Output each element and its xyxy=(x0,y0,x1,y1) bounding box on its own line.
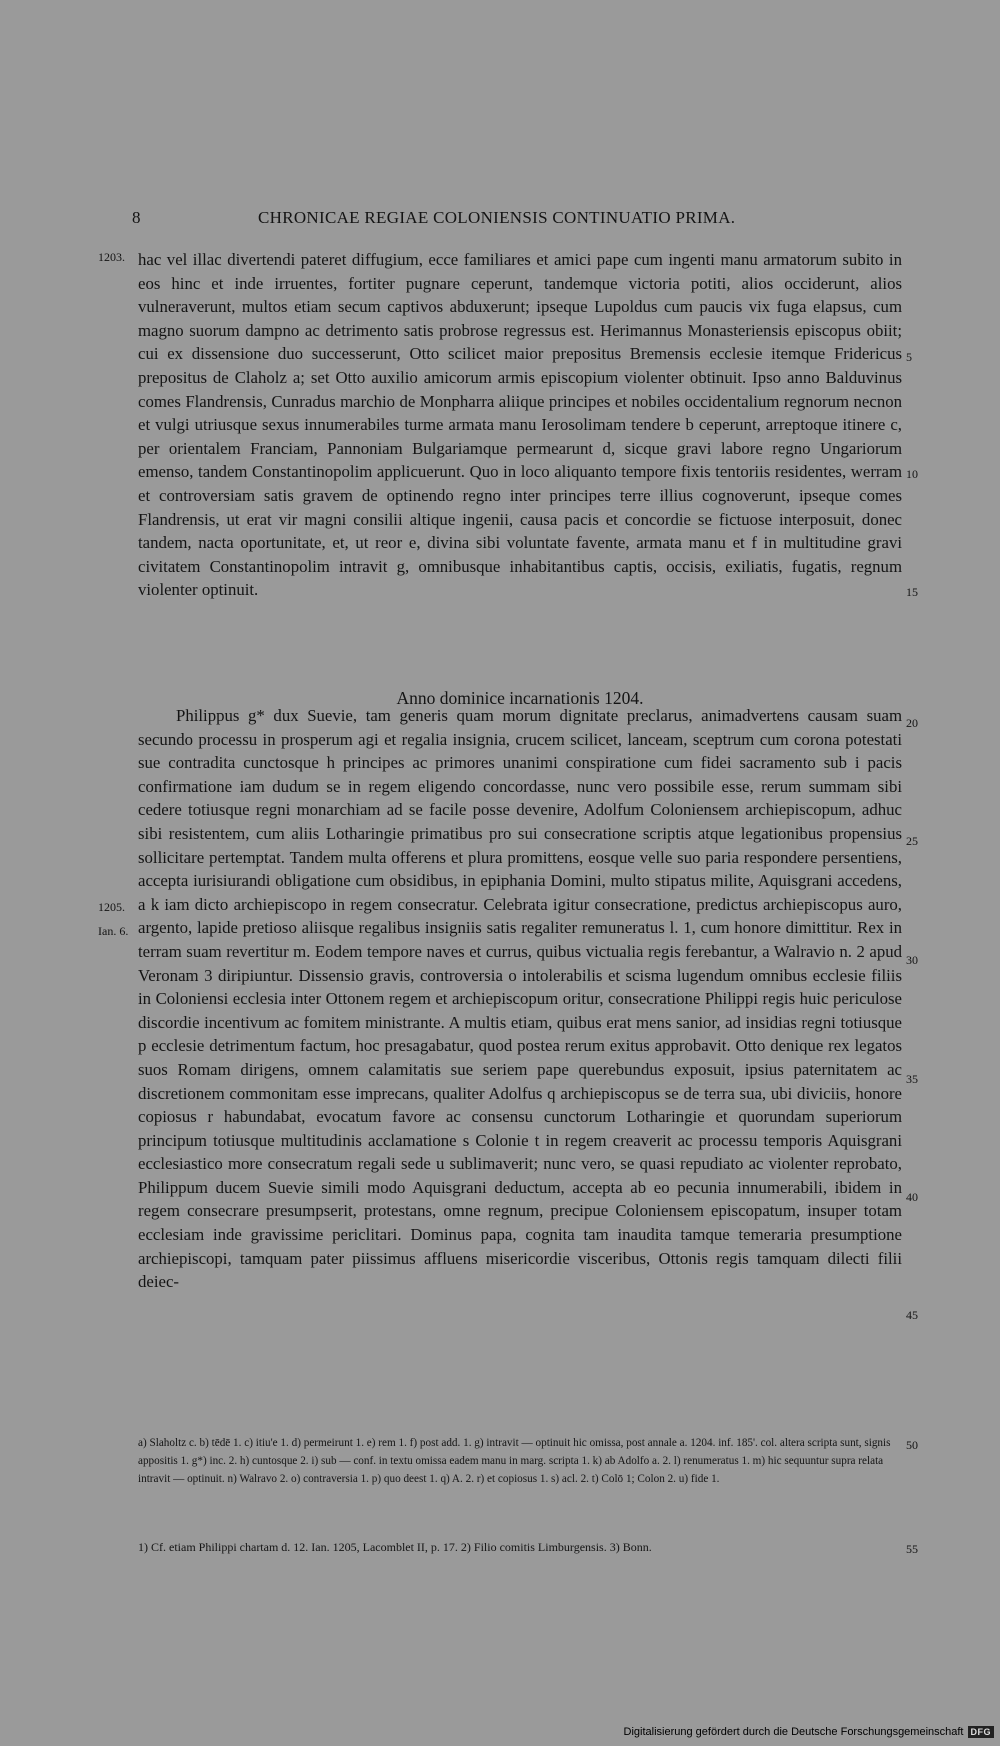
line-number: 10 xyxy=(906,467,918,481)
text-block-1204 xyxy=(138,704,902,1294)
funding-text: Digitalisierung gefördert durch die Deutsche Forschungsgemeinschaft xyxy=(623,1726,964,1738)
paragraph-1203: hac vel illac divertendi pateret diffugium, ecce familiares et amici pape cum ingenti manu armatorum subito in eos hinc et inde irruentes, fortiter pugnare ceperunt, tandemque victoria potiti, alios occiderunt, alios vulneraverunt, multos etiam secum captivos abduxerunt; ipseque Lupoldus cum paucis vix fuga elapsus, cum magno suorum dampno ac detrimento satis probrose regressus est. Herimannus Monasteriensis episcopus obiit; cui ex dissensione duo successerunt, Otto scilicet maior prepositus Bremensis ecclesie itemque Fridericus prepositus de Claholz a; set Otto auxilio amicorum armis episcopium violenter obtinuit. Ipso anno Balduvinus comes Flandrensis, Cunradus marchio de Monpharra aliique principes et nobiles occidentalium regnorum necnon et vulgi utriusque sexus innumerabiles turme armata manu Ierosolimam tendere b ceperunt, arreptoque itinere c, per orientalem Franciam, Pannoniam Bulgariamque permearunt d, sicque gravi labore regno Ungariorum emenso, tandem Constantinopolim applicuerunt. Quo in loco aliquanto tempore fixis tentoriis residentes, werram et controversiam satis gravem de optinendo regno inter principes terre illius cognoverunt, ipseque comes Flandrensis, ut erat vir magni consilii altique ingenii, causa pacis et concordie se fictuose interposuit, donec tandem, nacta oportunitate, et, ut reor e, divina sibi voluntate favente, armata manu et f in multitudine gravi civitatem Constantinopolim intravit g, omnibusque inhabitantibus captis, occisis, exiliatis, fugatis, regnum violenter optinuit. xyxy=(138,250,902,600)
paragraph-1204: Philippus g* dux Suevie, tam generis quam morum dignitate preclarus, animadvertens causam suam secundo processu in prosperum agi et regalia insignia, crucem scilicet, lanceam, sceptrum cum corona potestati sue contradita cunctosque h principes ac primores unanimi conspiratione cum fidei sacramento sub i pacis confirmatione iam dudum se in regem eligendo concordasse, nunc vero possibile esse, rerum summam sibi cedere totiusque regni monarchiam ad se facile posse devenire, Adolfum Coloniensem archiepiscopum, adhuc sibi resistentem, cum aliis Lotharingie primatibus pro sui consecratione scriptis atque legationibus propensius sollicitare pertemptat. Tandem multa offerens et plura promittens, eosque velle suo paria respondere persentiens, accepta iurisiurandi obligatione cum obsidibus, in epiphania Domini, multo stipatus milite, Aquisgrani accedens, a k iam dicto archiepiscopo in regem consecratur. Celebrata igitur consecratione, predictus archiepiscopus auro, argento, lapide pretioso aliisque regalibus insigniis satis regaliter remuneratus l. 1, cum honore dimittitur. Rex in terram suam revertitur m. Eodem tempore naves et currus, quibus victualia regis ferebantur, a Walravio n. 2 apud Veronam 3 diripiuntur. Dissensio gravis, controversia o intolerabilis et scisma lugendum omnibus ecclesie filiis in Coloniensi ecclesia inter Ottonem regem et archiepiscopum oritur, consecratione Philippi regis huic periculose discordie incentivum ac fomitem ministrante. A multis etiam, quibus erat mens sanior, ad insidias regni totiusque p ecclesie detrimentum factum, hoc presagabatur, quod postea rerum exitus approbavit. Otto denique rex legatos suos Romam dirigens, omnem calamitatis sue seriem pape querebundus exposuit, ipsius paternitatem ac discretionem commonitam esse imprecans, qualiter Adolfus q archiepiscopus se de terra sua, ubi diviciis, honore copiosus r habundabat, evocatum favore ac consensu cunctorum Lotharingie et quorundam superiorum principum totiusque multitudinis acclamatione s Colonie t in regem creaverit ac processu temporis Aquisgrani ecclesiastico more consecratum regali sede u sublimaverit; nunc vero, se quasi repudiato ac violenter reprobato, Philippum ducem Suevie simili modo Aquisgrani deductum, accepta ab eo pecunia innumerabili, ibidem in regem consecrare presumpserit, protestans, omne regnum, precipue Coloniensem episcopatum, insuper totam ecclesiam inde gravissime periclitari. Dominus papa, cognita tam inaudita tamque temeraria presumptione archiepiscopi, tamquam pater piissimus affluens misericordie visceribus, Ottonis regis tamquam dilecti filii deiec- xyxy=(138,706,902,1292)
line-number: 55 xyxy=(906,1542,918,1556)
explanatory-notes-text: 1) Cf. etiam Philippi chartam d. 12. Ian. 1205, Lacomblet II, p. 17. 2) Filio comitis Limburgensis. 3) Bonn. xyxy=(138,1540,652,1554)
line-number: 50 xyxy=(906,1438,918,1452)
line-number: 25 xyxy=(906,834,918,848)
line-number: 20 xyxy=(906,716,918,730)
line-number: 45 xyxy=(906,1308,918,1322)
line-number: 5 xyxy=(906,350,912,364)
running-title: CHRONICAE REGIAE COLONIENSIS CONTINUATIO PRIMA. xyxy=(258,208,736,227)
margin-date-note: Ian. 6. xyxy=(98,924,129,938)
line-number: 40 xyxy=(906,1190,918,1204)
year-heading: Anno dominice incarnationis 1204. xyxy=(396,688,644,708)
variant-notes: a) Slaholtz c. b) tēdē 1. c) itiu'e 1. d) permeirunt 1. e) rem 1. f) post add. 1. g) intravit — optinuit hic omissa, post annale a. 1204. inf. 185'. col. altera scripta sunt, signis appositis 1. g*) inc. 2. h) cuntosque 2. i) sub — conf. in textu omissa eadem manu in marg. scripta 1. k) ab Adolfo a. 2. l) renumeratus 1. m) hic sequuntur supra relata intravit — optinuit. n) Walravo 2. o) contraversia 1. p) quo deest 1. q) A. 2. r) et copiosus 1. s) acl. 2. t) Colō 1; Colon 2. u) fide 1. xyxy=(138,1437,891,1485)
page-number: 8 xyxy=(132,208,141,227)
margin-date-note: 1203. xyxy=(98,250,125,264)
line-number: 35 xyxy=(906,1072,918,1086)
explanatory-notes xyxy=(138,1538,902,1557)
funding-banner xyxy=(624,1726,994,1738)
text-block-1203 xyxy=(138,248,902,602)
line-number: 30 xyxy=(906,953,918,967)
critical-apparatus xyxy=(138,1434,902,1488)
line-number: 15 xyxy=(906,585,918,599)
margin-date-note: 1205. xyxy=(98,900,125,914)
dfg-logo-icon: DFG xyxy=(968,1726,995,1738)
